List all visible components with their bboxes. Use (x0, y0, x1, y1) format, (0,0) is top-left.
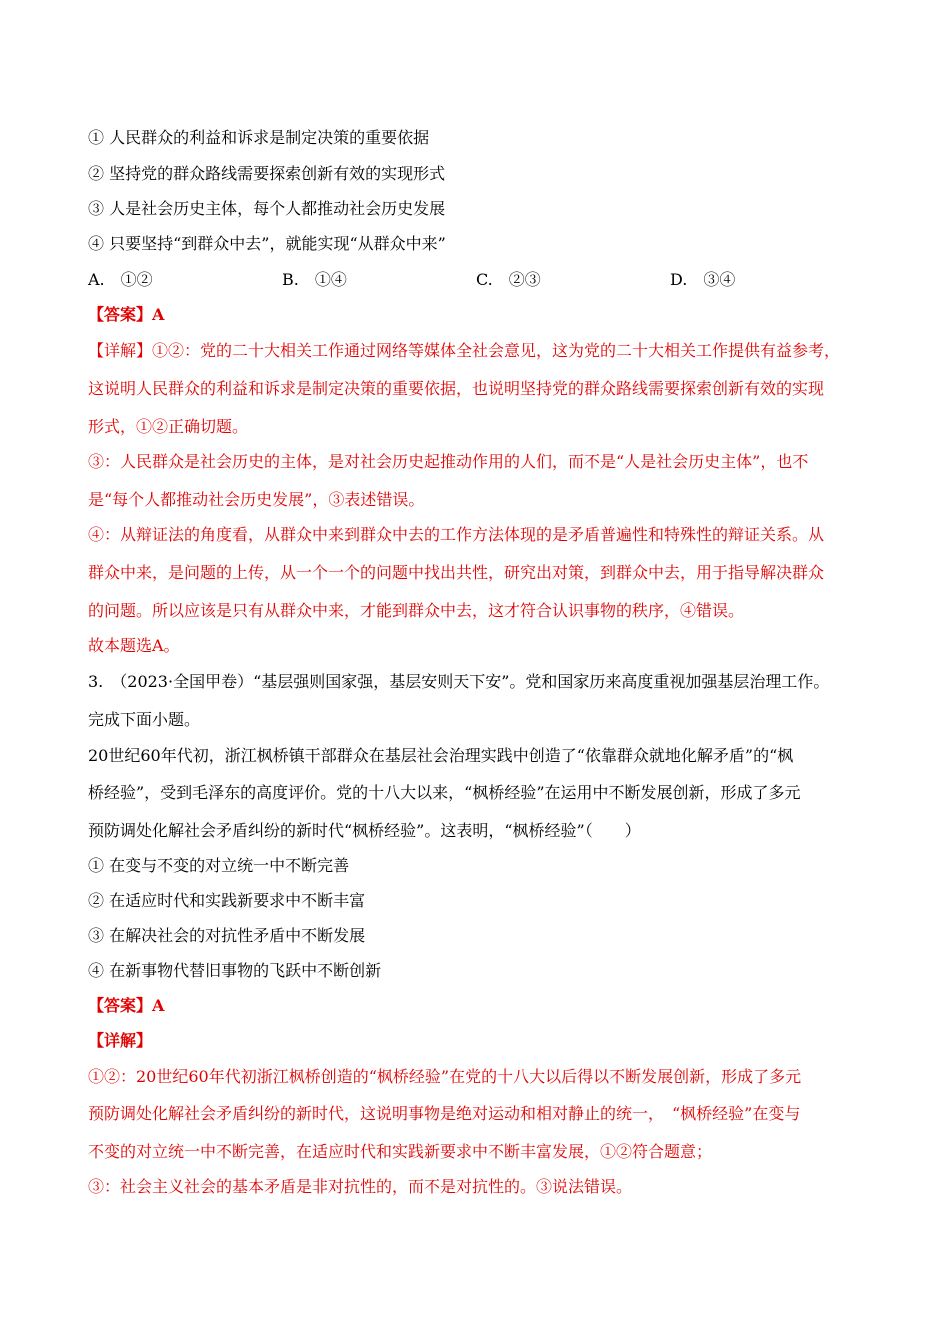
q3-answer: 【答案】A (88, 996, 165, 1015)
q2-explanation-5: 是“每个人都推动社会历史发展”，③表述错误。 (88, 490, 425, 509)
q3-statement-2: ② 在适应时代和实践新要求中不断丰富 (88, 891, 366, 910)
q3-stem-1: 20世纪60年代初，浙江枫桥镇干部群众在基层社会治理实践中创造了“依靠群众就地化解矛盾”的“枫 (88, 746, 794, 765)
q2-statement-2: ② 坚持党的群众路线需要探索创新有效的实现形式 (88, 164, 446, 183)
q3-explanation-1: ①②：20世纪60年代初浙江枫桥创造的“枫桥经验”在党的十八大以后得以不断发展创新，形成了多元 (88, 1067, 802, 1086)
q3-explanation-3: 不变的对立统一中不断完善，在适应时代和实践新要求中不断丰富发展，①②符合题意； (88, 1142, 713, 1161)
q2-statement-1: ① 人民群众的利益和诉求是制定决策的重要依据 (88, 128, 430, 147)
q3-explanation-2: 预防调处化解社会矛盾纠纷的新时代，这说明事物是绝对运动和相对静止的统一， “枫桥经验”在变与 (88, 1104, 801, 1123)
q2-explanation-8: 的问题。所以应该是只有从群众中来，才能到群众中去，这才符合认识事物的秩序，④错误。 (88, 601, 745, 620)
q3-stem-3: 预防调处化解社会矛盾纠纷的新时代“枫桥经验”。这表明，“枫桥经验”（ ） (88, 821, 641, 840)
q3-explanation-label: 【详解】 (88, 1031, 153, 1050)
q2-explanation-6: ④：从辩证法的角度看，从群众中来到群众中去的工作方法体现的是矛盾普遍性和特殊性的辩证关系。从 (88, 525, 825, 544)
q3-statement-1: ① 在变与不变的对立统一中不断完善 (88, 856, 350, 875)
q2-explanation-2: 这说明人民群众的利益和诉求是制定决策的重要依据，也说明坚持党的群众路线需要探索创新有效的实现 (88, 379, 825, 398)
q2-option-d: D. ③④ (670, 270, 736, 289)
q2-options (88, 268, 864, 292)
q3-stem-2: 桥经验”，受到毛泽东的高度评价。党的十八大以来，“枫桥经验”在运用中不断发展创新，形成了多元 (88, 783, 801, 802)
q2-statement-4: ④ 只要坚持“到群众中去”，就能实现“从群众中来” (88, 234, 446, 253)
q2-option-b: B. ①④ (282, 270, 347, 289)
q2-statement-3: ③ 人是社会历史主体，每个人都推动社会历史发展 (88, 199, 446, 218)
q2-explanation-7: 群众中来，是问题的上传，从一个一个的问题中找出共性，研究出对策，到群众中去，用于指导解决群众 (88, 563, 825, 582)
q2-conclusion: 故本题选A。 (88, 636, 180, 655)
q2-answer: 【答案】A (88, 305, 165, 324)
q2-explanation-1: 【详解】①②：党的二十大相关工作通过网络等媒体全社会意见，这为党的二十大相关工作提供有益参考， (88, 341, 841, 360)
q2-option-c: C. ②③ (476, 270, 541, 289)
q3-intro-2: 完成下面小题。 (88, 710, 201, 729)
q2-explanation-3: 形式，①②正确切题。 (88, 417, 249, 436)
q3-explanation-4: ③：社会主义社会的基本矛盾是非对抗性的，而不是对抗性的。③说法错误。 (88, 1177, 633, 1196)
q3-statement-4: ④ 在新事物代替旧事物的飞跃中不断创新 (88, 961, 382, 980)
q2-explanation-4: ③：人民群众是社会历史的主体，是对社会历史起推动作用的人们，而不是“人是社会历史主体”，也不 (88, 452, 809, 471)
q3-intro-1: 3. （2023·全国甲卷）“基层强则国家强，基层安则天下安”。党和国家历来高度重视加强基层治理工作。 (88, 672, 830, 691)
q3-statement-3: ③ 在解决社会的对抗性矛盾中不断发展 (88, 926, 366, 945)
q2-option-a: A. ①② (88, 270, 153, 289)
